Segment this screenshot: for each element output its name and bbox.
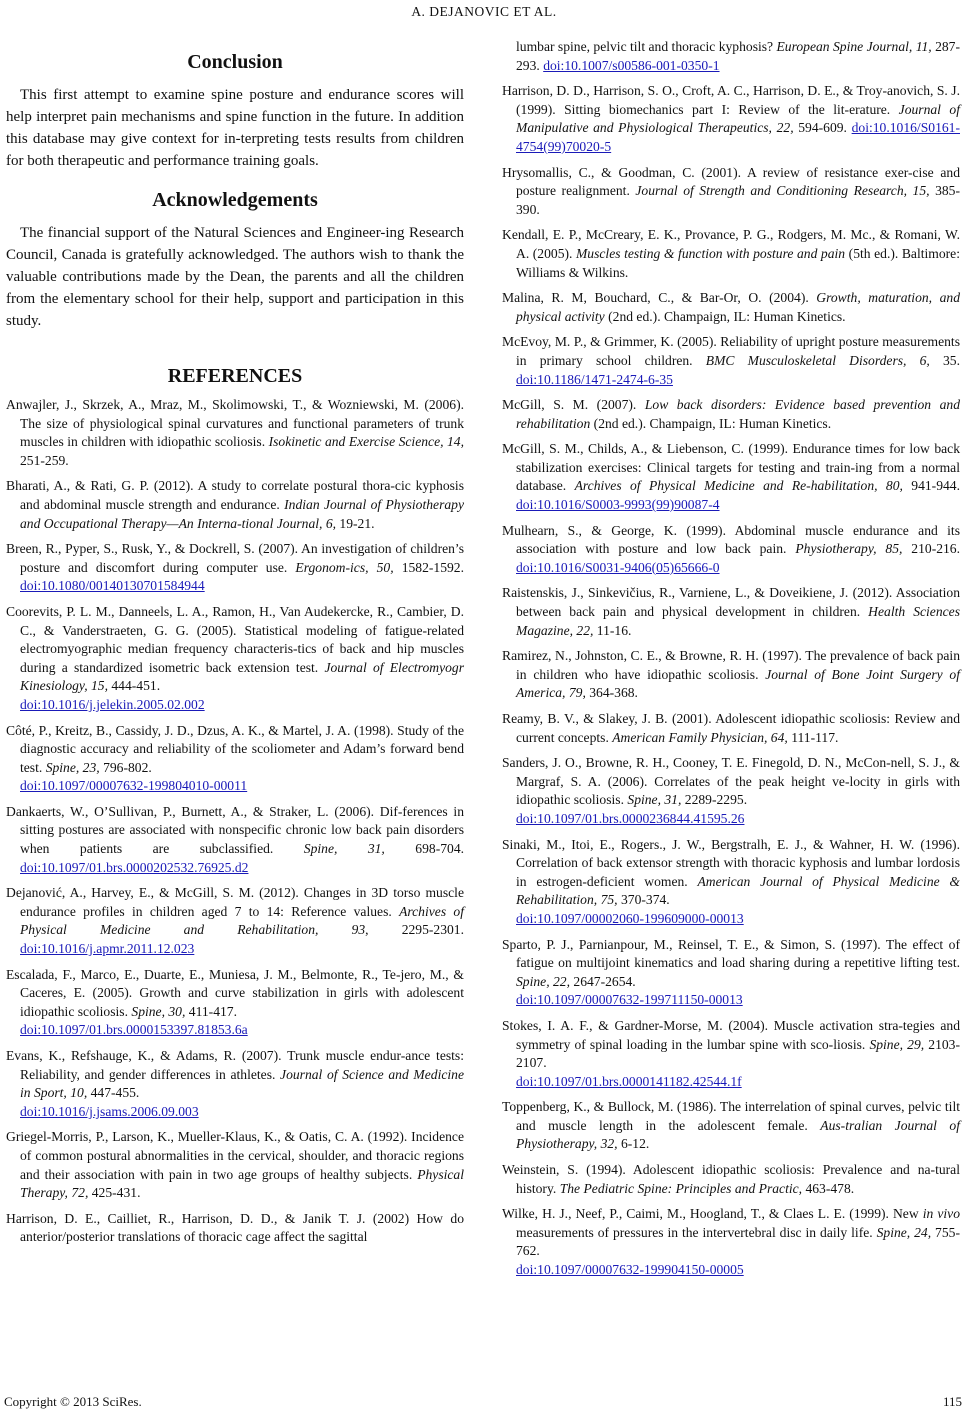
reference-journal: Health Sciences Magazine, 22, xyxy=(516,604,960,638)
conclusion-heading: Conclusion xyxy=(187,51,283,73)
doi-link[interactable]: doi:10.1097/00007632-199904150-00005 xyxy=(516,1262,744,1278)
reference-pages: 425-431. xyxy=(88,1185,141,1201)
reference-authors-title: Côté, P., Kreitz, B., Cassidy, J. D., Dzus, A. K., & Martel, J. A. (1998). Study of the diagnostic accuracy and reliability of the scoliometer and Adam’s forward bend test. xyxy=(6,722,464,775)
reference-entry xyxy=(502,836,960,929)
reference-entry xyxy=(502,1017,960,1091)
reference-authors-title: Hrysomallis, C., & Goodman, C. (2001). A review of resistance exer-cise and posture realignment. xyxy=(502,164,960,199)
references-heading: REFERENCES xyxy=(167,365,303,387)
reference-entry xyxy=(502,647,960,703)
reference-journal: Journal of Bone Joint Surgery of America, 79, xyxy=(516,666,960,701)
reference-journal: Journal of Strength and Conditioning Research, 15, xyxy=(635,183,930,199)
reference-pages: 287-293. xyxy=(516,39,961,73)
doi-link[interactable]: doi:10.1097/00002060-199609000-00013 xyxy=(516,910,744,926)
reference-entry xyxy=(6,884,464,958)
doi-link[interactable]: doi:10.1016/j.apmr.2011.12.023 xyxy=(20,941,195,957)
reference-entry xyxy=(502,710,960,747)
reference-pages: 447-455. xyxy=(87,1085,140,1101)
reference-journal: American Journal of Physical Medicine & Rehabilitation, 75, xyxy=(516,873,960,908)
reference-journal: Muscles testing & function with posture and pain xyxy=(575,245,846,261)
reference-entry xyxy=(502,1098,960,1154)
reference-list-right xyxy=(502,38,960,1280)
reference-journal: Growth, maturation, and physical activity xyxy=(516,290,960,324)
reference-entry xyxy=(6,477,464,533)
reference-entry xyxy=(502,38,960,75)
reference-journal: Ergonom-ics, 50, xyxy=(295,559,394,575)
reference-authors-title: Reamy, B. V., & Slakey, J. B. (2001). Adolescent idiopathic scoliosis: Review and current concepts. xyxy=(502,711,960,745)
reference-pages: 2647-2654. xyxy=(570,973,636,989)
reference-journal: Spine, 31, xyxy=(303,841,385,857)
reference-authors-title: Sanders, J. O., Browne, R. H., Cooney, T. E. Finegold, D. N., McCon-nell, S. J., & Margraf, S. A. (2006). Correlates of the peak height ve-locity in girls with idiopathic scoliosis. xyxy=(502,755,960,808)
reference-pages: 2103-2107. xyxy=(516,1036,960,1071)
reference-authors-title: Stokes, I. A. F., & Gardner-Morse, M. (2004). Muscle activation stra-tegies and symmetry of spinal loading in the lumbar spine with sco-liosis. xyxy=(502,1017,960,1052)
reference-pages: (5th ed.). Baltimore: Williams & Wilkins. xyxy=(516,245,960,280)
reference-authors-title: Dankaerts, W., O’Sullivan, P., Burnett, A., & Straker, L. (2006). Dif-ferences in sitting postures are associated with nonspecific chronic low back pain disorders when patients are subclassified. xyxy=(6,803,464,857)
reference-pages: (2nd ed.). Champaign, IL: Human Kinetics. xyxy=(590,415,832,431)
reference-journal: Isokinetic and Exercise Science, 14, xyxy=(268,434,464,450)
reference-authors-title: Toppenberg, K., & Bullock, M. (1986). The interrelation of spinal curves, pelvic tilt and muscle length in the adolescent female. xyxy=(502,1099,960,1133)
reference-entry xyxy=(6,540,464,596)
reference-pages: 1582-1592. xyxy=(393,559,464,575)
reference-pages: measurements of pressures in the intervertebral disc in daily life. xyxy=(516,1224,877,1240)
left-column xyxy=(6,48,464,1254)
reference-authors-title: Harrison, D. D., Harrison, S. O., Croft, A. C., Harrison, D. E., & Troy-anovich, S. J. (1999). Sitting biomechanics part I: Review of the lit-erature. xyxy=(502,83,960,117)
reference-entry xyxy=(502,82,960,156)
reference-authors-title: Coorevits, P. L. M., Danneels, L. A., Ramon, H., Van Audekercke, R., Cambier, D. C., & Vanderstraeten, G. G. (2005). Statistical modeling of fatigue-related electromyographic median frequency characteris-tics of back and hip muscles during a standardized isometric back extension test. xyxy=(6,603,464,675)
reference-authors-title: Breen, R., Pyper, S., Rusk, Y., & Dockrell, S. (2007). An investigation of children’s posture and discomfort during computer use. xyxy=(6,541,464,575)
acknowledgements-heading: Acknowledgements xyxy=(152,189,318,211)
reference-pages: 370-374. xyxy=(617,892,670,908)
reference-journal: Physical Therapy, 72, xyxy=(20,1166,464,1201)
page-number: 115 xyxy=(942,1394,962,1409)
doi-link[interactable]: doi:10.1016/j.jelekin.2005.02.002 xyxy=(20,696,205,712)
reference-journal: in vivo xyxy=(922,1206,960,1222)
reference-pages: 698-704. xyxy=(384,841,465,857)
reference-entry xyxy=(6,396,464,470)
reference-authors-title: Malina, R. M, Bouchard, C., & Bar-Or, O. (2004). xyxy=(502,290,817,306)
reference-pages: 19-21. xyxy=(336,515,375,531)
doi-link[interactable]: doi:10.1080/00140130701584944 xyxy=(20,578,205,594)
reference-list-left xyxy=(6,396,464,1247)
reference-authors-title: Mulhearn, S., & George, K. (1999). Abdominal muscle endurance and its association with posture and low back pain. xyxy=(502,522,960,557)
reference-pages: 210-216. xyxy=(902,541,961,557)
reference-pages: 111-117. xyxy=(787,729,839,745)
doi-link[interactable]: doi:10.1097/01.brs.0000141182.42544.1f xyxy=(516,1073,742,1089)
conclusion-paragraph: This first attempt to examine spine posture and endurance scores will help interpret pain mechanisms and spine function in the future. In addition this database may give context for in-terpreting tests results from children for both therapeutic and performance training goals. xyxy=(6,87,464,169)
doi-link[interactable]: doi:10.1007/s00586-001-0350-1 xyxy=(543,57,720,73)
reference-authors-title: McEvoy, M. P., & Grimmer, K. (2005). Reliability of upright posture measurements in primary school children. xyxy=(502,334,960,368)
reference-entry xyxy=(6,1128,464,1202)
reference-pages: 796-802. xyxy=(99,759,152,775)
reference-entry xyxy=(502,936,960,1010)
doi-link[interactable]: doi:10.1016/j.jsams.2006.09.003 xyxy=(20,1103,199,1119)
reference-journal: Archives of Physical Medicine and Re-habilitation, 80, xyxy=(574,478,903,494)
doi-link[interactable]: doi:10.1016/S0003-9993(99)90087-4 xyxy=(516,497,720,513)
reference-authors-title: Griegel-Morris, P., Larson, K., Mueller-Klaus, K., & Oatis, C. A. (1992). Incidence of common postural abnormalities in the cervical, shoulder, and thoracic regions and their association with pain in two age groups of healthy subjects. xyxy=(6,1129,464,1182)
reference-journal: Spine, 23, xyxy=(45,759,100,775)
reference-entry xyxy=(502,754,960,828)
reference-pages: 35. xyxy=(929,352,960,368)
reference-journal: Indian Journal of Physiotherapy and Occupational Therapy—An Interna-tional Journal, 6, xyxy=(20,496,464,531)
reference-journal: Journal of Science and Medicine in Sport, 10, xyxy=(20,1066,464,1101)
reference-journal: The Pediatric Spine: Principles and Practic, xyxy=(559,1180,803,1196)
reference-entry xyxy=(6,1047,464,1121)
reference-authors-title: Dejanović, A., Harvey, E., & McGill, S. M. (2012). Changes in 3D torso muscle endurance profiles in children aged 7 to 14: Reference values. xyxy=(6,885,464,919)
doi-link[interactable]: doi:10.1097/00007632-199804010-00011 xyxy=(20,778,248,794)
reference-pages: 755-762. xyxy=(516,1224,960,1259)
reference-pages: 594-609. xyxy=(793,120,852,136)
reference-entry xyxy=(502,1205,960,1279)
reference-authors-title: Weinstein, S. (1994). Adolescent idiopathic scoliosis: Prevalence and na-tural history. xyxy=(502,1162,960,1196)
right-column xyxy=(502,38,960,1287)
reference-pages: (2nd ed.). Champaign, IL: Human Kinetics. xyxy=(604,308,846,324)
reference-journal: Journal of Manipulative and Physiological Therapeutics, 22, xyxy=(516,101,960,136)
reference-authors-title: Raistenskis, J., Sinkevičius, R., Varniene, L., & Doveikiene, J. (2012). Association between back pain and physical development in children. xyxy=(502,585,960,620)
doi-link[interactable]: doi:10.1097/00007632-199711150-00013 xyxy=(516,992,743,1008)
reference-journal: Spine, 30, xyxy=(131,1003,186,1019)
reference-pages: 411-417. xyxy=(185,1003,237,1019)
reference-entry xyxy=(6,722,464,796)
acknowledgements-paragraph: The financial support of the Natural Sciences and Engineer-ing Research Council, Canada is gratefully acknowledged. The authors wish to thank the valuable contributions made by the Dean, the parents and all the children from the elementary school for their help, support and participation in this study. xyxy=(6,225,464,329)
doi-link[interactable]: doi:10.1097/01.brs.0000153397.81853.6a xyxy=(20,1022,248,1038)
reference-entry xyxy=(502,522,960,578)
reference-authors-title: Harrison, D. E., Cailliet, R., Harrison, D. D., & Janik T. J. (2002) How do anterior/posterior translations of thoracic cage affect the sagittal xyxy=(6,1210,464,1245)
doi-link[interactable]: doi:10.1097/01.brs.0000236844.41595.26 xyxy=(516,810,745,826)
reference-entry xyxy=(6,803,464,877)
reference-pages: 941-944. xyxy=(902,478,961,494)
reference-pages: 251-259. xyxy=(20,452,69,468)
reference-journal: Aus-tralian Journal of Physiotherapy, 32, xyxy=(516,1117,960,1152)
running-header: A. DEJANOVIC ET AL. xyxy=(411,4,557,19)
reference-authors-title: Kendall, E. P., McCreary, E. K., Provance, P. G., Rodgers, M. Mc., & Romani, W. A. (2005). xyxy=(502,227,960,261)
doi-link[interactable]: doi:10.1016/S0031-9406(05)65666-0 xyxy=(516,559,720,575)
reference-entry xyxy=(502,396,960,433)
reference-journal: Spine, 31, xyxy=(627,792,682,808)
reference-pages: 6-12. xyxy=(617,1136,650,1152)
reference-pages: 11-16. xyxy=(593,622,632,638)
reference-authors-title: Sinaki, M., Itoi, E., Rogers., J. W., Bergstralh, E. J., & Wahner, H. W. (1996). Correlation of back extensor strength with thoracic kyphosis and lumbar lordosis in estrogen-deficient women. xyxy=(502,836,960,889)
reference-journal: Physiotherapy, 85, xyxy=(795,541,903,557)
reference-authors-title: McGill, S. M., Childs, A., & Liebenson, C. (1999). Endurance times for low back stabilization exercises: Clinical targets for testing and train-ing from a normal database. xyxy=(502,441,960,494)
reference-authors-title: Escalada, F., Marco, E., Duarte, E., Muniesa, J. M., Belmonte, R., Te-jero, M., & Caceres, E. (2005). Growth and curve stabilization in girls with adolescent idiopathic scoliosis. xyxy=(6,966,464,1019)
doi-link[interactable]: doi:10.1097/01.brs.0000202532.76925.d2 xyxy=(20,859,249,875)
reference-journal: Low back disorders: Evidence based prevention and rehabilitation xyxy=(516,397,960,431)
reference-journal: American Family Physician, 64, xyxy=(612,729,788,745)
reference-entry xyxy=(6,966,464,1040)
reference-pages: , 2295-2301. xyxy=(365,922,464,938)
reference-entry xyxy=(502,1161,960,1198)
reference-journal: Archives of Physical Medicine and Rehabilitation, 93 xyxy=(20,903,464,938)
reference-pages: 385-390. xyxy=(516,183,961,217)
reference-pages: 463-478. xyxy=(802,1180,855,1196)
reference-entry xyxy=(502,584,960,640)
reference-entry xyxy=(502,289,960,326)
reference-authors-title: McGill, S. M. (2007). xyxy=(502,397,645,413)
reference-pages: 2289-2295. xyxy=(681,792,748,808)
doi-link[interactable]: doi:10.1016/S0161-4754(99)70020-5 xyxy=(516,120,960,154)
reference-authors-title: Ramirez, N., Johnston, C. E., & Browne, R. H. (1997). The prevalence of back pain in children who have idiopathic scoliosis. xyxy=(502,648,960,682)
reference-entry xyxy=(6,603,464,715)
reference-entry xyxy=(502,226,960,282)
reference-entry xyxy=(502,333,960,389)
reference-journal: Spine, 22, xyxy=(516,973,570,989)
reference-pages: 364-368. xyxy=(585,685,638,701)
reference-journal: Spine, 24, xyxy=(876,1224,932,1240)
reference-entry xyxy=(502,164,960,220)
reference-authors-title: Wilke, H. J., Neef, P., Caimi, M., Hoogland, T., & Claes L. E. (1999). New xyxy=(502,1206,923,1222)
reference-journal: Journal of Electromyogr Kinesiology, 15, xyxy=(20,659,464,694)
copyright-footer: Copyright © 2013 SciRes. xyxy=(4,1394,142,1409)
reference-pages: 444-451. xyxy=(107,678,161,694)
reference-authors-title: Bharati, A., & Rati, G. P. (2012). A study to correlate postural thora-cic kyphosis and abdominal muscle strength and endurance. xyxy=(6,478,464,512)
doi-link[interactable]: doi:10.1186/1471-2474-6-35 xyxy=(516,371,673,387)
reference-authors-title: Anwajler, J., Skrzek, A., Mraz, M., Skolimowski, T., & Wozniewski, M. (2006). The size of physiological spinal curvatures and functional parameters of trunk muscles in children with idiopathic scoliosis. xyxy=(6,397,464,450)
reference-entry xyxy=(502,440,960,514)
reference-journal: European Spine Journal, 11, xyxy=(776,39,932,54)
reference-journal: BMC Musculoskeletal Disorders, 6, xyxy=(705,352,930,368)
reference-authors-title: Evans, K., Refshauge, K., & Adams, R. (2007). Trunk muscle endur-ance tests: Reliability, and gender differences in athletes. xyxy=(6,1048,464,1082)
reference-authors-title: lumbar spine, pelvic tilt and thoracic kyphosis? xyxy=(516,39,777,54)
reference-journal: Spine, 29, xyxy=(869,1036,925,1052)
reference-entry xyxy=(6,1210,464,1247)
reference-authors-title: Sparto, P. J., Parnianpour, M., Reinsel, T. E., & Simon, S. (1997). The effect of fatigue on multijoint kinematics and load sharing during a repetitive lifting test. xyxy=(502,936,960,971)
